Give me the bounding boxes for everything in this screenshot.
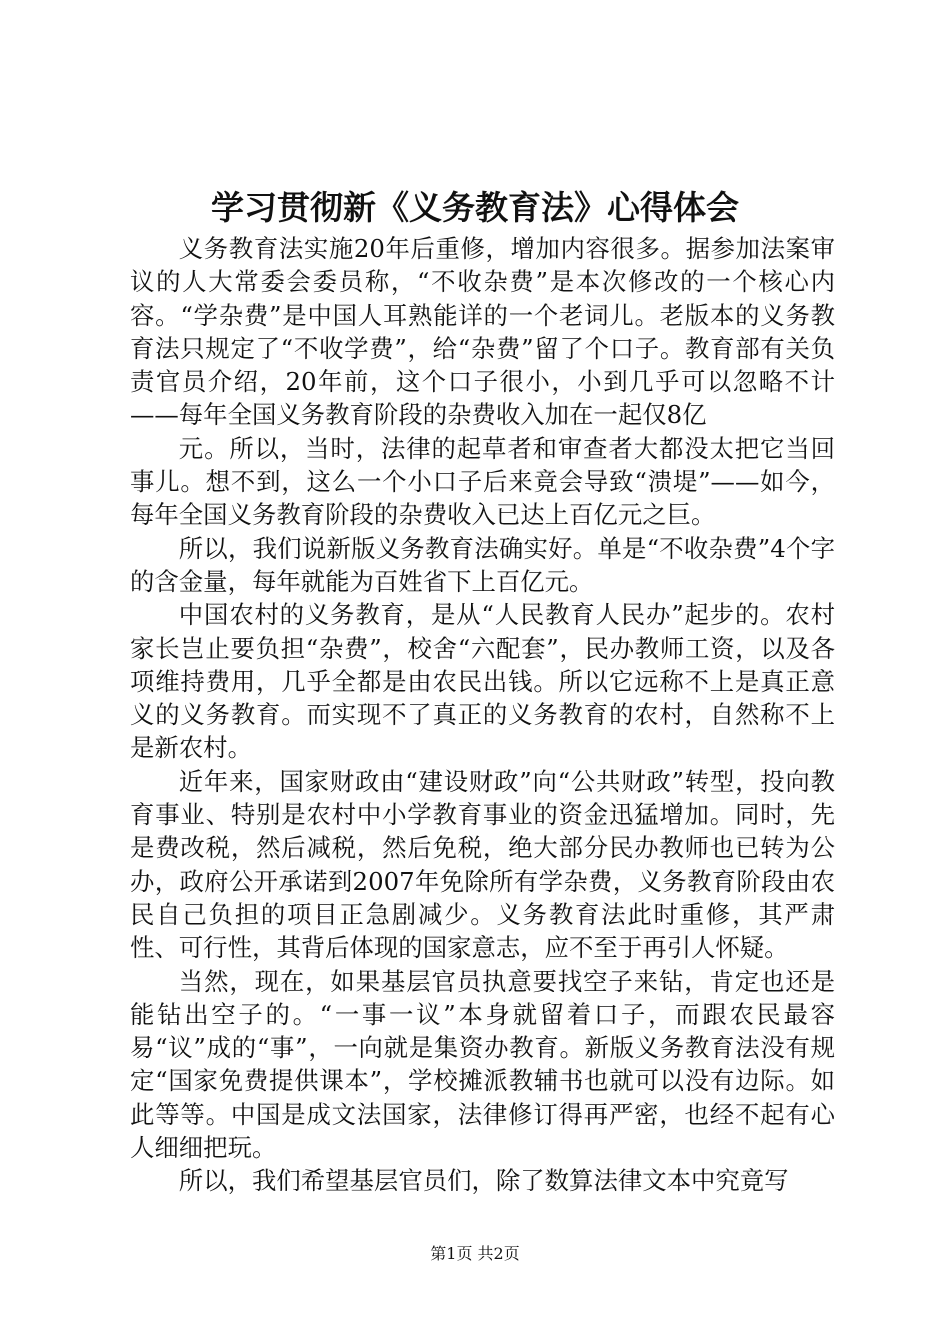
paragraph-2: 元。所以，当时，法律的起草者和审查者大都没太把它当回事儿。想不到，这么一个小口子后来竟会导致“溃堤”——如今，每年全国义务教育阶段的杂费收入已达上百亿元之巨。 <box>130 433 835 530</box>
paragraph-3: 所以，我们说新版义务教育法确实好。单是“不收杂费”4个字的含金量，每年就能为百姓省下上百亿元。 <box>130 533 835 596</box>
paragraph-1: 义务教育法实施20年后重修，增加内容很多。据参加法案审议的人大常委会委员称，“不收杂费”是本次修改的一个核心内容。“学杂费”是中国人耳熟能详的一个老词儿。老版本的义务教育法只规定了“不收学费”，给“杂费”留了个口子。教育部有关负责官员介绍，20年前，这个口子很小，小到几乎可以忽略不计——每年全国义务教育阶段的杂费收入加在一起仅8亿 <box>130 234 835 430</box>
document-body <box>130 232 835 1198</box>
page-footer: 第1页 共2页 <box>430 1244 520 1263</box>
paragraph-5: 近年来，国家财政由“建设财政”向“公共财政”转型，投向教育事业、特别是农村中小学教育事业的资金迅猛增加。同时，先是费改税，然后减税，然后免税，绝大部分民办教师也已转为公办，政府公开承诺到2007年免除所有学杂费，义务教育阶段由农民自己负担的项目正急剧减少。义务教育法此时重修，其严肃性、可行性，其背后体现的国家意志，应不至于再引人怀疑。 <box>130 766 835 963</box>
paragraph-4: 中国农村的义务教育，是从“人民教育人民办”起步的。农村家长岂止要负担“杂费”，校舍“六配套”，民办教师工资，以及各项维持费用，几乎全都是由农民出钱。所以它远称不上是真正意义的义务教育。而实现不了真正的义务教育的农村，自然称不上是新农村。 <box>130 600 835 763</box>
paragraph-6: 当然，现在，如果基层官员执意要找空子来钻，肯定也还是能钻出空子的。“一事一议”本身就留着口子，而跟农民最容易“议”成的“事”，一向就是集资办教育。新版义务教育法没有规定“国家免费提供课本”，学校摊派教辅书也就可以没有边际。如此等等。中国是成文法国家，法律修订得再严密，也经不起有心人细细把玩。 <box>130 966 835 1163</box>
document-title: 学习贯彻新《义务教育法》心得体会 <box>211 188 739 227</box>
paragraph-7: 所以，我们希望基层官员们，除了数算法律文本中究竟写 <box>178 1166 789 1196</box>
